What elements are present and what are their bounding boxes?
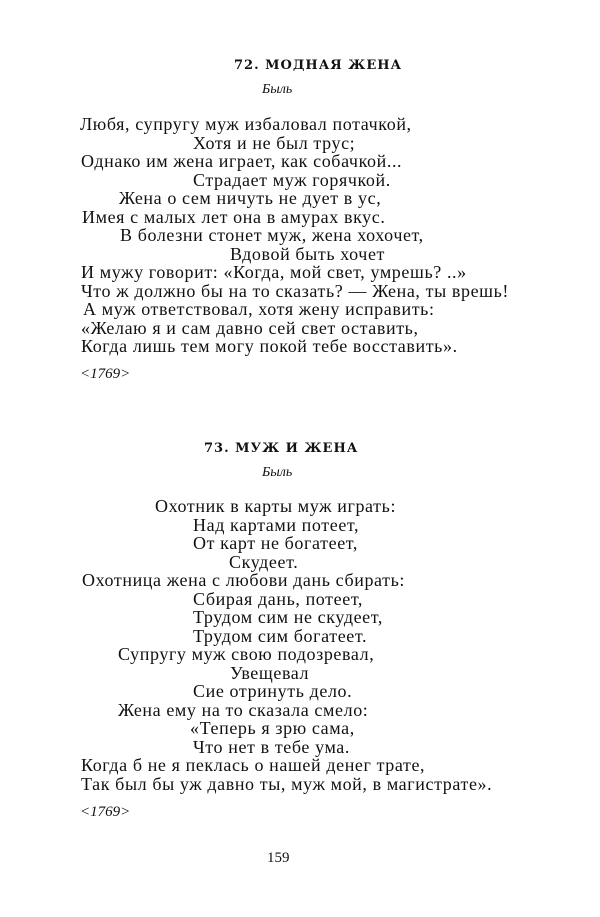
verse-line: Имея с малых лет она в амурах вкус. [82, 207, 386, 227]
verse-line: Сбирая дань, потеет, [193, 589, 364, 609]
verse-line: Охотник в карты муж играть: [155, 496, 397, 516]
verse-line: И мужу говорит: «Когда, мой свет, умрешь? ..» [81, 262, 467, 282]
poem-date: <1769> [80, 804, 131, 820]
verse-line: Хотя и не был трус; [193, 133, 356, 153]
poem-title: 73. МУЖ И ЖЕНА [204, 441, 359, 456]
verse-line: Когда б не я пеклась о нашей денег трате, [81, 755, 426, 775]
verse-line: «Теперь я зрю сама, [190, 718, 355, 738]
verse-line: Когда лишь тем могу покой тебе восставить». [81, 336, 458, 356]
poem-title: 72. МОДНАЯ ЖЕНА [234, 58, 403, 73]
verse-line: «Желаю я и сам давно сей свет оставить, [81, 318, 419, 338]
poem-date: <1769> [80, 366, 131, 382]
verse-line: Страдает муж горячкой. [193, 170, 391, 190]
poem-subtitle: Быль [262, 465, 293, 480]
verse-line: Жена ему на то сказала смело: [118, 700, 369, 720]
poem-subtitle: Быль [262, 82, 293, 97]
verse-line: Однако им жена играет, как собачкой... [81, 151, 403, 171]
verse-line: Жена о сем ничуть не дует в ус, [119, 188, 382, 208]
verse-line: А муж ответствовал, хотя жену исправить: [83, 299, 435, 319]
verse-line: Вдовой быть хочет [230, 244, 386, 264]
verse-line: Что нет в тебе ума. [193, 737, 350, 757]
verse-line: Увещевал [230, 663, 310, 683]
verse-line: Сие отринуть дело. [193, 681, 353, 701]
verse-line: Над картами потеет, [193, 515, 360, 535]
verse-line: От карт не богатеет, [193, 533, 358, 553]
verse-line: Так был бы уж давно ты, муж мой, в магистрате». [81, 774, 493, 794]
verse-line: В болезни стонет муж, жена хохочет, [120, 225, 424, 245]
page-number: 159 [267, 850, 290, 866]
verse-line: Трудом сим богатеет. [193, 626, 368, 646]
verse-line: Супругу муж свою подозревал, [118, 644, 375, 664]
verse-line: Скудеет. [229, 552, 299, 572]
verse-line: Что ж должно бы на то сказать? — Жена, ты врешь! [81, 281, 510, 301]
verse-line: Трудом сим не скудеет, [193, 607, 383, 627]
verse-line: Охотница жена с любови дань сбирать: [82, 570, 406, 590]
verse-line: Любя, супругу муж избаловал потачкой, [80, 114, 412, 134]
